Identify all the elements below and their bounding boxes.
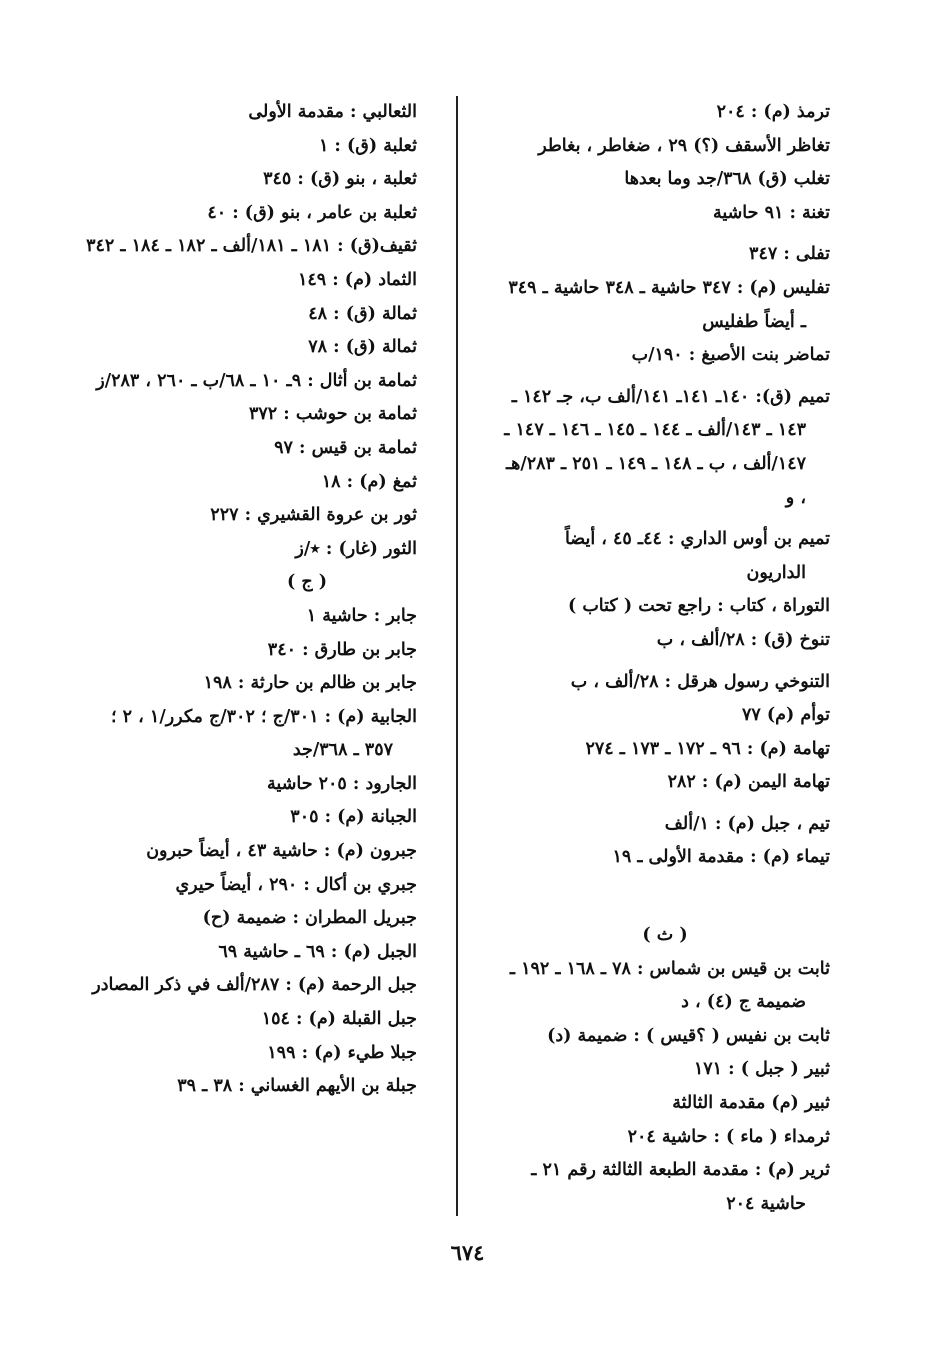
index-entry: ثعلبة (ق) : ١: [318, 135, 417, 156]
index-entry: توأم (م) ٧٧: [741, 705, 830, 726]
index-entry: تغنة : ٩١ حاشية: [712, 202, 830, 223]
right-column: [500, 96, 830, 1221]
index-entry: ترمذ (م) : ٢٠٤: [716, 102, 830, 122]
index-entry: ثمالة (ق) : ٤٨: [308, 303, 417, 324]
index-entry: تهامة (م) : ٩٦ ـ ١٧٢ ـ ١٧٣ ـ ٢٧٤: [585, 738, 830, 759]
index-entry: تهامة اليمن (م) : ٢٨٢: [667, 772, 830, 793]
index-entry: تيم ، جبل (م) : ١/ألف: [664, 813, 830, 834]
index-entry: ثقيف(ق) : ١٨١ ـ ١٨١/ألف ـ ١٨٢ ـ ١٨٤ ـ ٣٤٢: [86, 236, 417, 257]
index-entry: ثبير (م) مقدمة الثالثة: [672, 1093, 830, 1114]
index-entry: جبريل المطران : ضميمة (ح): [202, 908, 417, 929]
index-entry: تميم بن أوس الداري : ٤٤ـ ٤٥ ، أيضاً الداريون: [564, 529, 830, 583]
index-entry: جابر بن ظالم بن حارثة : ١٩٨: [203, 673, 417, 694]
index-entry: ثمامة بن حوشب : ٣٧٢: [248, 404, 417, 425]
index-entry: جبلا طيء (م) : ١٩٩: [267, 1042, 417, 1063]
index-entry: الثماد (م) : ١٤٩: [297, 269, 417, 290]
index-entry: جبري بن أكال : ٢٩٠ ، أيضاً حيري: [175, 874, 417, 895]
index-entry: ثمامة بن أثال : ٩ـ ١٠ ـ ٦٨/ب ـ ٢٦٠ ، ٢٨٣/ز: [96, 370, 417, 391]
index-entry: تميم (ق): ١٤٠ـ ١٤١ـ ١٤١/ألف ب، جـ ١٤٢ ـ ١٤٣ ـ ١٤٣/ألف ـ ١٤٤ ـ ١٤٥ ـ ١٤٦ ـ ١٤٧ ـ ١٤٧/ألف ، ب ـ ١٤٨ ـ ١٤٩ ـ ٢٥١ ـ ٢٨٣/هـ ، و: [504, 386, 830, 508]
index-entry: ثابت بن نفيس ( ؟قيس ) : ضميمة (د): [547, 1025, 830, 1046]
index-entry: تيماء (م) : مقدمة الأولى ـ ١٩: [612, 847, 830, 868]
index-entry: ثابت بن قيس بن شماس : ٧٨ ـ ١٦٨ ـ ١٩٢ ـ ضميمة ج (٤) ، د: [509, 958, 830, 1013]
index-entry: تغلب (ق) ٣٦٨/جد وما بعدها: [624, 169, 830, 190]
index-entry: الجبانة (م) : ٣٠٥: [290, 807, 417, 828]
index-entry: تغاظر الأسقف (؟) ٢٩ ، ضغاطر ، بغاطر: [538, 135, 830, 156]
index-entry: جبلة بن الأيهم الغساني : ٣٨ ـ ٣٩: [177, 1076, 417, 1097]
index-entry: ثعلبة ، بنو (ق) : ٣٤٥: [263, 169, 417, 190]
index-entry: ثبير ( جبل ) : ١٧١: [693, 1059, 830, 1080]
index-entry: جبل القبلة (م) : ١٥٤: [261, 1009, 417, 1030]
index-entry: تنوخ (ق) : ٢٨/ألف ، ب: [656, 629, 830, 650]
index-entry: الجارود : ٢٠٥ حاشية: [267, 773, 417, 794]
index-entry: ثمغ (م) : ١٨: [321, 471, 417, 492]
index-entry: التوراة ، كتاب : راجع تحت ( كتاب ): [567, 596, 830, 617]
index-entry: الجابية (م) : ٣٠١/ج ؛ ٣٠٢/ج مكرر/١ ، ٢ ؛ ٣٥٧ ـ ٣٦٨/جد: [111, 706, 417, 761]
index-entry: ثرير (م) : مقدمة الطبعة الثالثة رقم ٢١ ـ حاشية ٢٠٤: [531, 1160, 830, 1214]
index-entry: جبل الرحمة (م) : ٢٨٧/ألف في ذكر المصادر: [92, 975, 417, 996]
index-entry: تفليس (م) : ٣٤٧ حاشية ـ ٣٤٨ حاشية ـ ٣٤٩ ـ أيضاً طفليس: [508, 277, 830, 332]
index-entry: ثمالة (ق) : ٧٨: [308, 337, 417, 358]
index-entry: ثعلبة بن عامر ، بنو (ق) : ٤٠: [207, 202, 417, 223]
section-heading-tha: ( ث ): [642, 925, 688, 946]
page-number: ٦٧٤: [450, 1240, 485, 1265]
index-entry: الجبل (م) : ٦٩ ـ حاشية ٦٩: [218, 941, 417, 962]
index-entry: جابر : حاشية ١: [306, 605, 417, 626]
index-entry: ثور بن عروة القشيري : ٢٢٧: [210, 505, 417, 526]
section-heading-jim: ( ج ): [286, 572, 327, 593]
index-entry: التنوخي رسول هرقل : ٢٨/ألف ، ب: [570, 671, 830, 692]
index-entry: ثرمداء ( ماء ) : حاشية ٢٠٤: [627, 1126, 830, 1147]
index-entry: ثمامة بن قيس : ٩٧: [274, 437, 417, 458]
left-column: [82, 96, 417, 1104]
index-entry: الثور (غار) : ٭/ز: [295, 538, 417, 559]
index-entry: الثعالبي : مقدمة الأولى: [248, 102, 417, 122]
index-entry: جابر بن طارق : ٣٤٠: [267, 639, 417, 660]
column-divider: [456, 96, 458, 1216]
index-entry: تفلى : ٣٤٧: [749, 244, 830, 265]
index-entry: جبرون (م) : حاشية ٤٣ ، أيضاً حبرون: [146, 841, 417, 862]
index-entry: تماضر بنت الأصبغ : ١٩٠/ب: [631, 345, 830, 366]
